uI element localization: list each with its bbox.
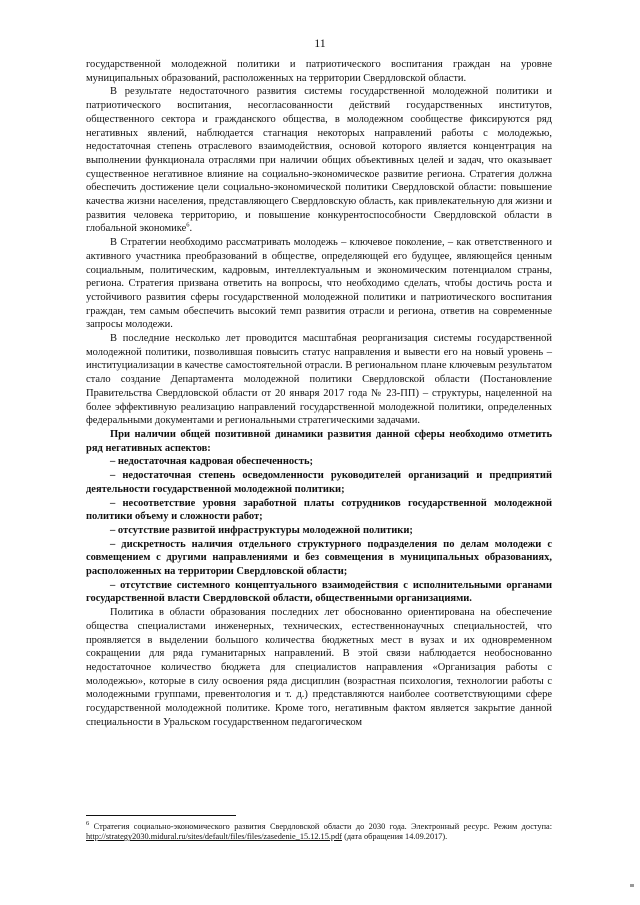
page-number: 11 bbox=[314, 36, 326, 50]
paragraph-continuation: государственной молодежной политики и патриотического воспитания граждан на уровне муниципальных образований, расположенных на территории Свердловской области. bbox=[86, 59, 552, 84]
footnote-text: Стратегия социально-экономического развития Свердловской области до 2030 года. Электронный ресурс. Режим доступа: bbox=[89, 822, 552, 831]
paragraph-text: В результате недостаточного развития системы государственной молодежной политики и патриотического воспитания, несогласованности действий государственных институтов, общественного сектора и гражданского общества, в молодежном сообществе фиксируются ряд негативных явлений, наблюдается стагнация некоторых направлений работы с молодежью, недостаточная степень отраслевого взаимодействия, основой которого является концентрация на выполнении функционала отраслями при наличии общих объективных целей и задач, что оказывает существенное негативное влияние на социально-экономическое развитие региона. Стратегия должна обеспечить достижение цели социально-экономической политики Свердловской области: повышение качества жизни населения, представляющего Свердловскую область, как привлекательную для жизни и развития человека территорию, и повышение конкурентоспособности Свердловской области в глобальной экономике bbox=[86, 86, 552, 235]
scan-artifact bbox=[630, 884, 634, 887]
footnote-reference[interactable]: 6 bbox=[186, 221, 190, 229]
footnote-link[interactable]: http://strategy2030.midural.ru/sites/default/files/files/zasedenie_15.12.15.pdf bbox=[86, 832, 342, 842]
negative-aspect-item: – отсутствие системного концептуального взаимодействия с исполнительными органами государственной власти Свердловской области, общественными организациями. bbox=[86, 579, 552, 605]
paragraph-reorganization: В последние несколько лет проводится масштабная реорганизация системы государственной молодежной политики, позволившая повысить статус направления и вывести его на новый уровень – институциализации в качестве самостоятельной отрасли. В региональном плане ключевым результатом стало создание Департамента молодежной политики Свердловской области (Постановление Правительства Свердловской области от 20 января 2017 года № 23-ПП) – структуры, нацеленной на более эффективную реализацию направлений государственной молодежной политики, определенных федеральными документами и региональными стратегическими задачами. bbox=[86, 333, 552, 427]
negative-aspect-item: – несоответствие уровня заработной платы сотрудников государственной молодежной политики объему и сложности работ; bbox=[86, 497, 552, 523]
paragraph-youth-strategy: В Стратегии необходимо рассматривать молодежь – ключевое поколение, – как ответственного и активного участника преобразований в обществе, определяющей его будущее, являющейся ценным социальным, политическим, кадровым, интеллектуальным и экономическим потенциалом страны, региона. Стратегия призвана ответить на вопросы, что необходимо сделать, чтобы достичь роста и устойчивого развития сферы государственной молодежной политики и патриотического воспитания граждан, тем самым обеспечить высокий темп развития отрасли и региона, ответив на современные запросы молодежи. bbox=[86, 237, 552, 331]
negative-aspect-item: – недостаточная кадровая обеспеченность; bbox=[110, 456, 314, 468]
footnote bbox=[86, 822, 552, 842]
footnote-marker: 6 bbox=[86, 820, 90, 828]
footnote-access-date: (дата обращения 14.09.2017). bbox=[342, 832, 448, 842]
paragraph-education-policy: Политика в области образования последних лет обоснованно ориентирована на обеспечение общества специалистами инженерных, технических, естественнонаучных специальностей, что проявляется в выделении большого количества бюджетных мест в вузах и их одновременном сокращении для ряда гуманитарных направлений. В этой связи наблюдается необоснованно недостаточное количество бюджета для специалистов направления «Организация работы с молодежью», которые в силу освоения ряда дисциплин (возрастная психология, технологии работы с молодежными группами, превентология и т. д.) представляются наиболее соответствующими сфере государственной молодежной политике. Кроме того, негативным фактом является закрытие данной специальности в Уральском государственном педагогическом bbox=[86, 607, 552, 728]
negative-aspects-intro: При наличии общей позитивной динамики развития данной сферы необходимо отметить ряд негативных аспектов: bbox=[86, 428, 552, 454]
negative-aspect-item: – дискретность наличия отдельного структурного подразделения по делам молодежи с совмещением с другими направлениями и без совмещения в муниципальных образованиях, расположенных на территории Свердловской области; bbox=[86, 538, 552, 578]
paragraph-negative-phenomena: В результате недостаточного развития системы государственной молодежной политики и патриотического воспитания, несогласованности действий государственных институтов, общественного сектора и гражданского общества, в молодежном сообществе фиксируются ряд негативных явлений, наблюдается стагнация некоторых направлений работы с молодежью, недостаточная степень отраслевого взаимодействия, основой которого является концентрация на выполнении функционала отраслями при наличии общих объективных целей и задач, что оказывает существенное негативное влияние на социально-экономическое развитие региона. Стратегия должна обеспечить достижение цели социально-экономической политики Свердловской области: повышение качества жизни населения, представляющего Свердловскую область, как привлекательную для жизни и развития человека территорию, и повышение конкурентоспособности Свердловской области в глобальной экономике$^6$. bbox=[86, 86, 552, 235]
negative-aspect-item: – отсутствие развитой инфраструктуры молодежной политики; bbox=[110, 524, 413, 536]
body-text bbox=[86, 58, 552, 729]
footnote-divider bbox=[86, 815, 236, 816]
negative-aspect-item: – недостаточная степень осведомленности руководителей организаций и предприятий деятельности государственной молодежной политики; bbox=[86, 470, 552, 495]
